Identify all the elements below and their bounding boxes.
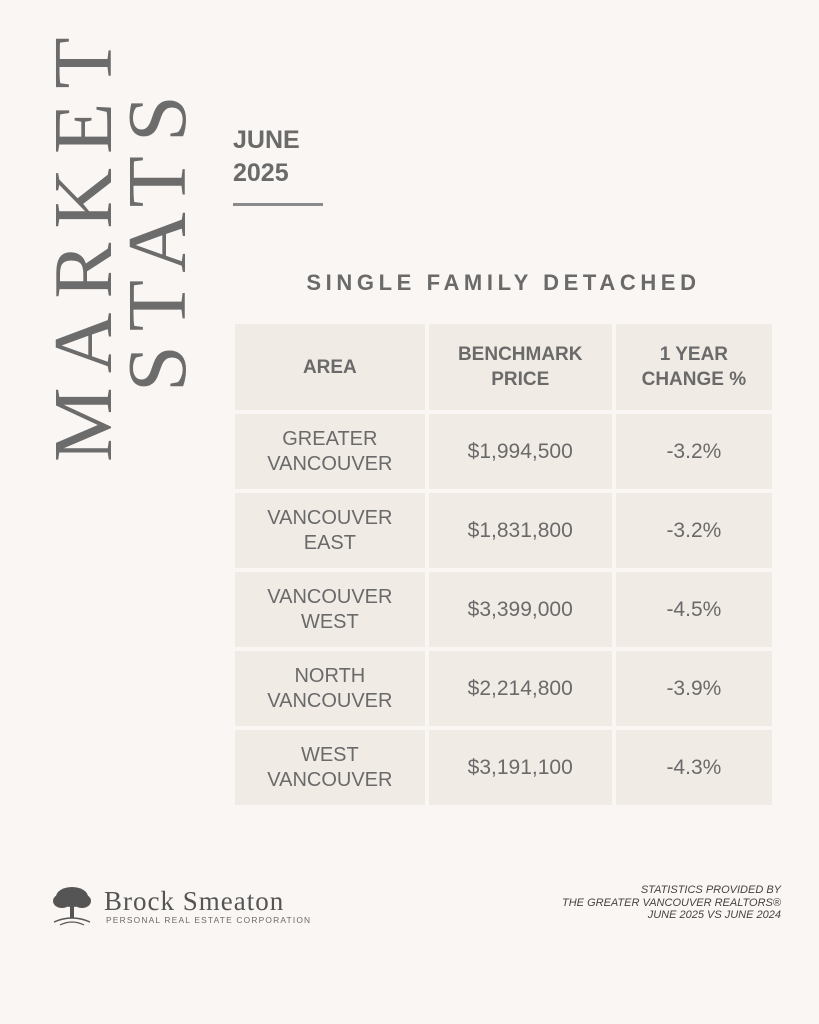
- area-cell: [235, 572, 425, 647]
- source-line-3: JUNE 2025 VS JUNE 2024: [647, 909, 781, 921]
- table-row: [235, 493, 772, 568]
- table-header-row: [235, 324, 772, 410]
- header-area-label: AREA: [302, 356, 357, 378]
- report-month: JUNE: [233, 126, 300, 154]
- area-line2: EAST: [303, 531, 356, 554]
- change-cell: -3.2%: [616, 493, 772, 568]
- report-year: 2025: [233, 159, 289, 187]
- source-note: [562, 884, 781, 922]
- area-cell: [235, 651, 425, 726]
- area-line2: VANCOUVER: [267, 689, 393, 712]
- area-line1: NORTH: [294, 664, 366, 687]
- market-stats-table: [231, 320, 776, 809]
- area-line1: GREATER: [282, 427, 378, 450]
- brand-subtitle: PERSONAL REAL ESTATE CORPORATION: [106, 915, 312, 925]
- vertical-title-stats: STATS: [111, 81, 204, 392]
- header-year-change: [616, 324, 772, 410]
- vertical-title-market: MARKET: [37, 23, 130, 462]
- price-cell: $1,831,800: [429, 493, 612, 568]
- change-cell: -4.3%: [616, 730, 772, 805]
- date-divider: [233, 203, 323, 206]
- price-cell: $2,214,800: [429, 651, 612, 726]
- header-price-line1: BENCHMARK: [457, 344, 583, 365]
- table-row: [235, 651, 772, 726]
- price-cell: $1,994,500: [429, 414, 612, 489]
- report-date: [233, 124, 300, 190]
- area-line1: VANCOUVER: [267, 506, 393, 529]
- change-cell: -3.2%: [616, 414, 772, 489]
- area-line1: VANCOUVER: [267, 585, 393, 608]
- source-line-2: THE GREATER VANCOUVER REALTORS®: [562, 896, 781, 909]
- area-cell: [235, 730, 425, 805]
- section-title: SINGLE FAMILY DETACHED: [306, 270, 701, 295]
- header-change-line1: 1 YEAR: [659, 344, 729, 365]
- tree-icon: [50, 884, 94, 928]
- area-cell: [235, 493, 425, 568]
- area-cell: [235, 414, 425, 489]
- header-price-line2: PRICE: [491, 369, 550, 390]
- price-cell: $3,191,100: [429, 730, 612, 805]
- area-line2: WEST: [300, 610, 359, 633]
- vertical-title: [37, 23, 204, 470]
- table-row: [235, 730, 772, 805]
- header-area: [235, 324, 425, 410]
- source-line-1: STATISTICS PROVIDED BY: [640, 884, 781, 896]
- header-change-line2: CHANGE %: [641, 369, 747, 390]
- change-cell: -3.9%: [616, 651, 772, 726]
- table-row: [235, 414, 772, 489]
- header-benchmark-price: [429, 324, 612, 410]
- area-line2: VANCOUVER: [267, 768, 393, 791]
- change-cell: -4.5%: [616, 572, 772, 647]
- area-line1: WEST: [300, 743, 359, 766]
- brand-name: Brock Smeaton: [104, 886, 285, 916]
- price-cell: $3,399,000: [429, 572, 612, 647]
- table-row: [235, 572, 772, 647]
- brand-logo-block: [50, 882, 350, 932]
- area-line2: VANCOUVER: [267, 452, 393, 475]
